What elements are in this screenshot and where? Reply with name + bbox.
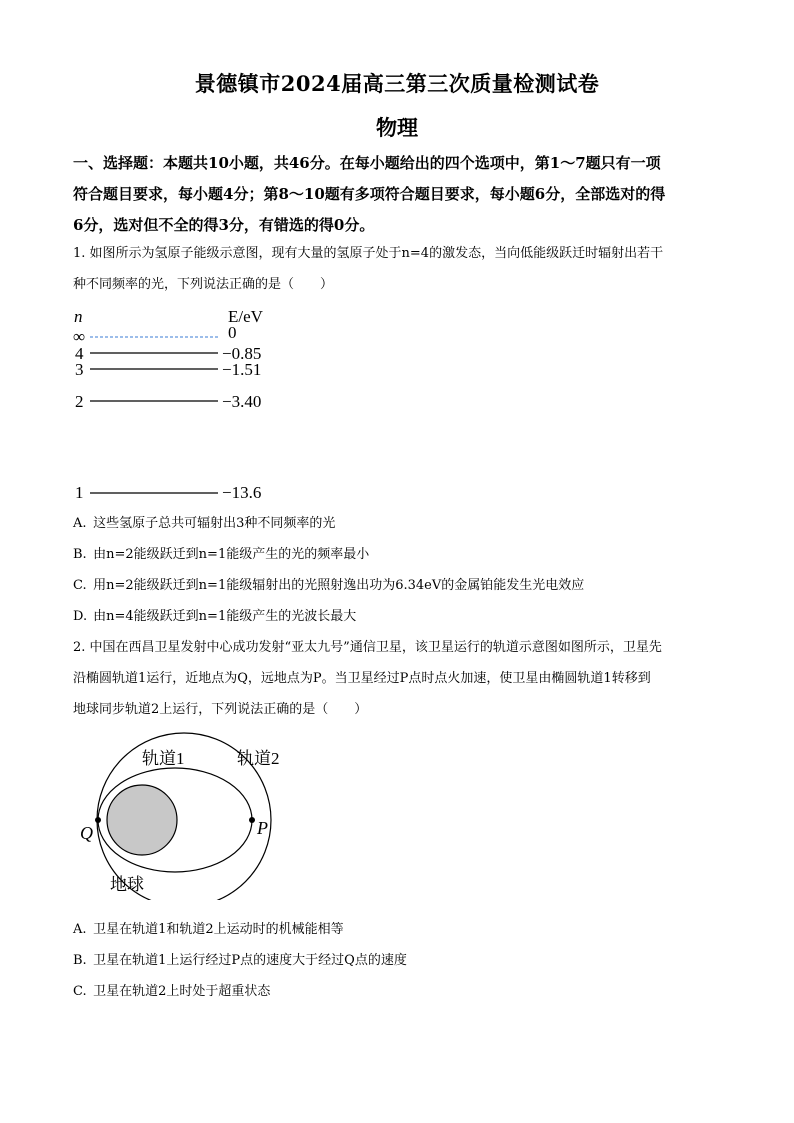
point-q-dot xyxy=(95,817,101,823)
option-text: 这些氢原子总共可辐射出3种不同频率的光 xyxy=(93,516,336,531)
section-line-1: 一、选择题：本题共10小题，共46分。在每小题给出的四个选项中，第1～7题只有一项 xyxy=(73,154,661,172)
option-text: 由n=4能级跃迁到n=1能级产生的光波长最大 xyxy=(93,609,357,624)
option-label: C. xyxy=(73,578,87,593)
level-e-4: −0.85 xyxy=(222,344,262,363)
option-text: 卫星在轨道2上时处于超重状态 xyxy=(93,984,271,999)
point-q-label: Q xyxy=(80,823,93,843)
energy-level-diagram xyxy=(68,302,298,507)
orbit-2-label: 轨道2 xyxy=(237,749,280,768)
option-text: 卫星在轨道1和轨道2上运动时的机械能相等 xyxy=(93,922,344,937)
section-line-2: 符合题目要求，每小题4分；第8～10题有多项符合题目要求，每小题6分，全部选对的得 xyxy=(73,185,666,203)
level-e-2: −3.40 xyxy=(222,392,262,411)
level-n-infinity: ∞ xyxy=(73,327,86,346)
question-1-option-b[interactable] xyxy=(73,545,723,565)
question-2-option-b[interactable] xyxy=(73,951,723,971)
question-1-stem xyxy=(73,238,723,300)
question-1-option-d[interactable] xyxy=(73,607,723,627)
subject-heading: 物理 xyxy=(376,115,418,140)
n-axis-label: n xyxy=(74,307,83,326)
question-2-line-1: 2. 中国在西昌卫星发射中心成功发射“亚太九号”通信卫星，该卫星运行的轨道示意图如图所示，卫星先 xyxy=(73,640,662,655)
level-n-1: 1 xyxy=(75,483,84,502)
level-e-infinity: 0 xyxy=(228,323,237,342)
option-text: 卫星在轨道1上运行经过P点的速度大于经过Q点的速度 xyxy=(93,953,407,968)
level-n-2: 2 xyxy=(75,392,84,411)
question-1-line-1: 1. 如图所示为氢原子能级示意图，现有大量的氢原子处于n=4的激发态，当向低能级跃迁时辐射出若干 xyxy=(73,246,664,261)
option-label: B. xyxy=(73,953,87,968)
option-text: 由n=2能级跃迁到n=1能级产生的光的频率最小 xyxy=(93,547,370,562)
option-label: B. xyxy=(73,547,87,562)
option-label: A. xyxy=(73,922,87,937)
point-p-label: P xyxy=(257,818,268,838)
section-instructions xyxy=(73,148,723,241)
question-2-option-c[interactable] xyxy=(73,982,723,1002)
question-2-stem xyxy=(73,632,723,725)
section-line-3: 6分，选对但不全的得3分，有错选的得0分。 xyxy=(73,216,375,234)
question-1-line-2: 种不同频率的光，下列说法正确的是（ ） xyxy=(73,277,334,292)
question-2-option-a[interactable] xyxy=(73,920,723,940)
option-label: A. xyxy=(73,516,87,531)
energy-axis-label: E/eV xyxy=(228,307,263,326)
orbit-1-label: 轨道1 xyxy=(142,749,185,768)
question-1-option-a[interactable] xyxy=(73,514,723,534)
level-n-3: 3 xyxy=(75,360,84,379)
question-2-line-3: 地球同步轨道2上运行，下列说法正确的是（ ） xyxy=(73,702,368,717)
option-text: 用n=2能级跃迁到n=1能级辐射出的光照射逸出功为6.34eV的金属铂能发生光电效应 xyxy=(93,578,585,593)
orbit-diagram xyxy=(70,730,310,900)
earth-label: 地球 xyxy=(110,875,144,894)
option-label: D. xyxy=(73,609,88,624)
level-e-3: −1.51 xyxy=(222,360,262,379)
option-label: C. xyxy=(73,984,87,999)
level-n-4: 4 xyxy=(75,344,84,363)
level-e-1: −13.6 xyxy=(222,483,262,502)
question-2-line-2: 沿椭圆轨道1运行，近地点为Q，远地点为P。当卫星经过P点时点火加速，使卫星由椭圆轨道1转移到 xyxy=(73,671,651,686)
page-title: 景德镇市2024届高三第三次质量检测试卷 xyxy=(194,71,600,96)
point-p-dot xyxy=(249,817,255,823)
earth-circle xyxy=(107,785,177,855)
question-1-option-c[interactable] xyxy=(73,576,723,596)
